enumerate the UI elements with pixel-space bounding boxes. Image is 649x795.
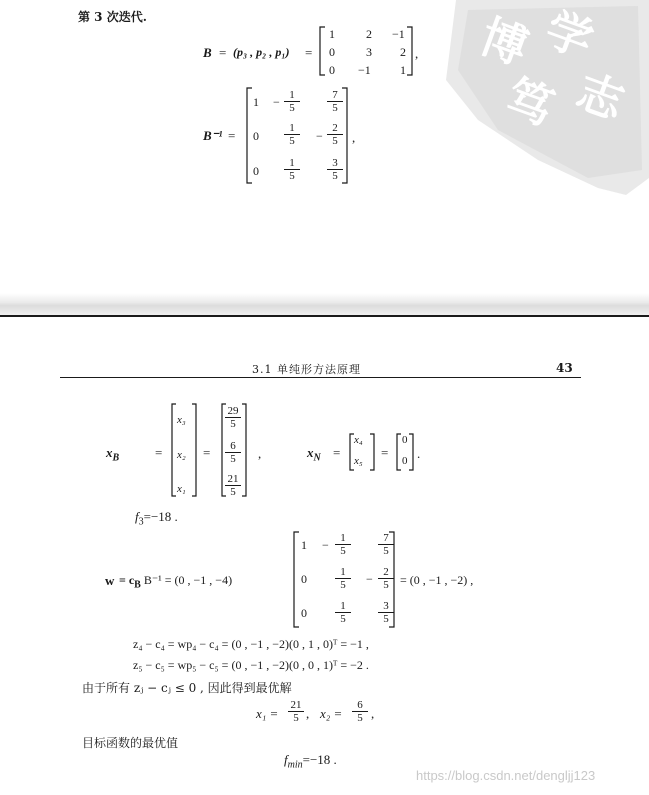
punctuation: .	[417, 446, 421, 461]
xn-val: 0	[402, 434, 408, 446]
running-head-rule	[60, 377, 581, 378]
fraction: $\frac{3}{5}$	[378, 600, 394, 625]
w-middle: = $c_B$ B⁻¹ = (0 , −1 , −4)	[119, 573, 233, 591]
seal-glyph: 学	[538, 1, 601, 69]
fraction: $\frac{1}{5}$	[284, 157, 300, 182]
z5-line: z₅ − c₅ = wp₅ − c₅ = (0 , −1 , −2)(0 , 0 , 1)ᵀ = −2 .	[133, 658, 369, 672]
xn-val: 0	[402, 455, 408, 467]
xb-var: x₁	[177, 483, 186, 495]
fraction: $\frac{1}{5}$	[335, 532, 351, 557]
b-entry: 0	[329, 63, 335, 77]
fraction: $\frac{2}{5}$	[327, 122, 343, 147]
basis-tuple: (p₃ , p₂ , p₁)	[233, 45, 290, 59]
punctuation: ,	[415, 46, 419, 61]
equals-sign: =	[219, 45, 227, 60]
punctuation: ,	[371, 706, 375, 721]
fraction: $\frac{7}{5}$	[327, 89, 343, 114]
w-symbol: w	[105, 573, 115, 588]
punctuation: ,	[258, 446, 262, 461]
w-result: = (0 , −1 , −2) ,	[400, 573, 474, 587]
b-entry: 2	[400, 45, 406, 59]
fraction: $\frac{29}{5}$	[225, 405, 241, 430]
b-entry: 2	[366, 27, 372, 41]
page-gap	[0, 293, 649, 316]
equals-sign: =	[333, 445, 341, 460]
seal-glyph: 博	[473, 8, 536, 76]
xb-var: x₃	[177, 414, 186, 426]
running-head: 3.1 单纯形方法原理	[252, 363, 361, 376]
fraction: $\frac{6}{5}$	[225, 440, 241, 465]
iteration-heading: 第 3 次迭代.	[78, 10, 147, 24]
x1-label: x₁ =	[256, 706, 279, 721]
binv-entry: 0	[253, 129, 259, 143]
fraction: $\frac{2}{5}$	[378, 566, 394, 591]
fraction: $\frac{1}{5}$	[284, 122, 300, 147]
xn-symbol: $x_N$	[307, 445, 321, 464]
fraction: $\frac{1}{5}$	[335, 566, 351, 591]
equals-sign: =	[155, 445, 163, 460]
conclusion-text: 由于所有 zⱼ − cⱼ ≤ 0 , 因此得到最优解	[82, 681, 292, 695]
page-number: 43	[556, 361, 573, 375]
w-matrix-entry: 1	[301, 538, 307, 552]
equals-sign: =	[305, 45, 313, 60]
b-entry: −1	[392, 27, 405, 41]
binv-entry: 1	[253, 95, 259, 109]
equals-sign: =	[203, 445, 211, 460]
fraction: $\frac{21}{5}$	[225, 473, 241, 498]
csdn-watermark: https://blog.csdn.net/dengljj123	[416, 768, 596, 783]
xn-var: x₅	[354, 455, 363, 467]
minus-sign: −	[322, 538, 329, 552]
punctuation: ,	[352, 130, 356, 145]
x2-label: x₂ =	[320, 706, 343, 721]
minus-sign: −	[273, 95, 280, 109]
minus-sign: −	[366, 572, 373, 586]
w-matrix-entry: 0	[301, 572, 307, 586]
minus-sign: −	[316, 129, 323, 143]
fraction: $\frac{6}{5}$	[352, 699, 368, 724]
fraction: $\frac{1}{5}$	[284, 89, 300, 114]
b-entry: 1	[400, 63, 406, 77]
b-entry: 1	[329, 27, 335, 41]
b-inverse-symbol: B⁻¹	[203, 128, 223, 143]
seal-glyph: 志	[569, 63, 632, 131]
xn-var-brackets	[348, 432, 378, 472]
fraction: $\frac{3}{5}$	[327, 157, 343, 182]
page-top-rule	[0, 315, 649, 317]
w-matrix-entry: 0	[301, 606, 307, 620]
b-entry: −1	[358, 63, 371, 77]
binv-entry: 0	[253, 164, 259, 178]
xn-var: x₄	[354, 434, 363, 446]
b-entry: 0	[329, 45, 335, 59]
xb-var: x₂	[177, 449, 186, 461]
fraction: $\frac{21}{5}$	[288, 699, 304, 724]
xb-symbol: $x_B$	[106, 445, 120, 464]
fmin-line: $f_{min}=-18$ .	[284, 752, 337, 771]
f3-line: $f_3=-18$ .	[135, 509, 178, 528]
b-entry: 3	[366, 45, 372, 59]
punctuation: ,	[306, 706, 310, 721]
objective-label: 目标函数的最优值	[82, 736, 179, 750]
fraction: $\frac{1}{5}$	[335, 600, 351, 625]
fraction: $\frac{7}{5}$	[378, 532, 394, 557]
b-symbol: B	[203, 45, 212, 60]
equals-sign: =	[381, 445, 389, 460]
library-seal-stamp	[438, 0, 649, 195]
equals-sign: =	[228, 128, 236, 143]
seal-glyph: 笃	[499, 68, 562, 136]
z4-line: z₄ − c₄ = wp₄ − c₄ = (0 , −1 , −2)(0 , 1 , 0)ᵀ = −1 ,	[133, 637, 369, 651]
